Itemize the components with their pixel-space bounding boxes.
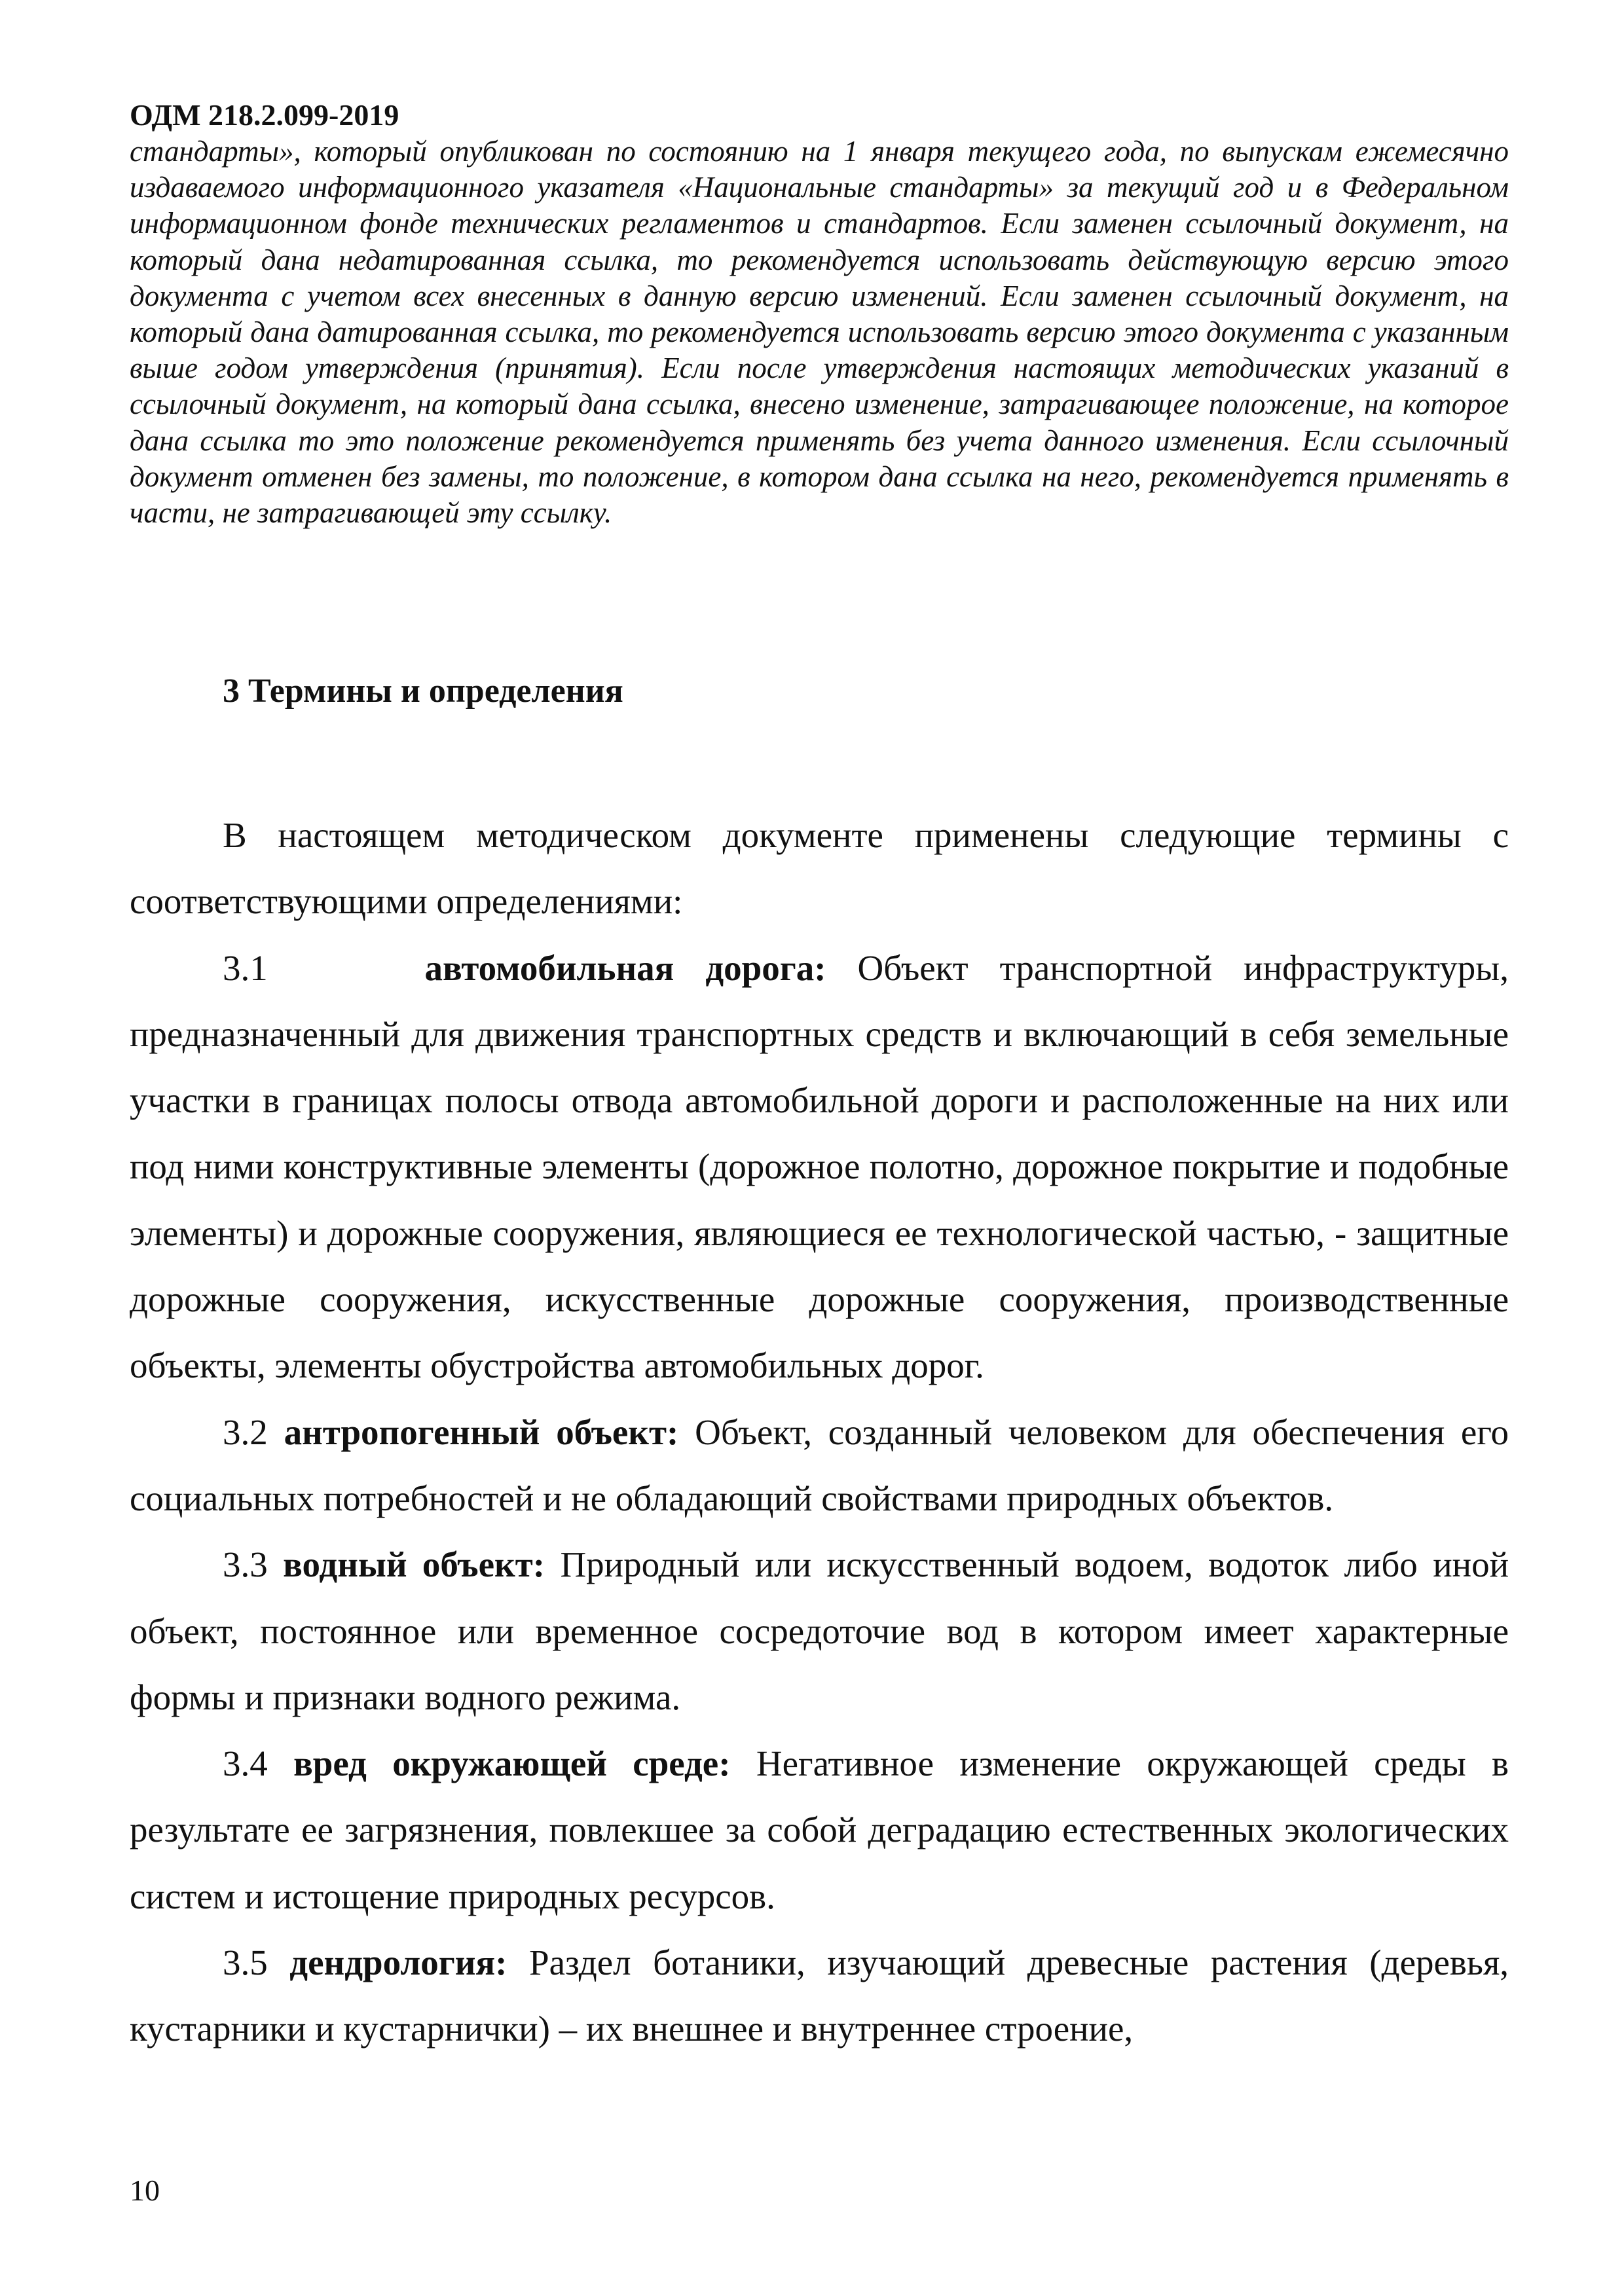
- terms-body: [130, 802, 1509, 2062]
- term-number: 3.5: [223, 1942, 268, 1983]
- document-code: ОДМ 218.2.099-2019: [130, 98, 399, 132]
- term-paragraph: [130, 935, 1509, 1399]
- term-name: автомобильная дорога:: [424, 947, 826, 988]
- term-name: водный объект:: [283, 1544, 545, 1585]
- term-number: 3.4: [223, 1743, 268, 1784]
- page-number: 10: [130, 2174, 160, 2207]
- term-paragraph: [130, 1399, 1509, 1532]
- term-paragraph: [130, 1730, 1509, 1929]
- term-definition: Природный или искусственный водоем, водоток либо иной объект, постоянное или временное сосредоточие вод в котором имеет характерные формы и признаки водного режима.: [130, 1544, 1509, 1717]
- term-paragraph: [130, 1531, 1509, 1730]
- term-definition: Негативное изменение окружающей среды в результате ее загрязнения, повлекшее за собой деградацию естественных экологических систем и истощение природных ресурсов.: [130, 1743, 1509, 1916]
- term-number: 3.1: [223, 947, 268, 988]
- term-name: вред окружающей среде:: [293, 1743, 731, 1784]
- term-definition: Раздел ботаники, изучающий древесные растения (деревья, кустарники и кустарнички) – их внешнее и внутреннее строение,: [130, 1942, 1509, 2049]
- intro-paragraph: В настоящем методическом документе применены следующие термины с соответствующими определениями:: [130, 815, 1509, 922]
- term-definition: Объект, созданный человеком для обеспечения его социальных потребностей и не обладающий свойствами природных объектов.: [130, 1412, 1509, 1518]
- term-name: дендрология:: [289, 1942, 507, 1983]
- section-title: 3 Термины и определения: [223, 672, 623, 710]
- term-paragraph: [130, 1929, 1509, 2062]
- term-number: 3.3: [223, 1544, 268, 1585]
- references-note: стандарты», который опубликован по состоянию на 1 января текущего года, по выпускам ежемесячно издаваемого информационного указателя «Национальные стандарты» за текущий год и в Федеральном информационном фонде технических регламентов и стандартов. Если заменен ссылочный документ, на который дана недатированная ссылка, то рекомендуется использовать действующую версию этого документа с учетом всех внесенных в данную версию изменений. Если заменен ссылочный документ, на который дана датированная ссылка, то рекомендуется использовать версию этого документа с указанным выше годом утверждения (принятия). Если после утверждения настоящих методических указаний в ссылочный документ, на который дана ссылка, внесено изменение, затрагивающее положение, на которое дана ссылка то это положение рекомендуется применять без учета данного изменения. Если ссылочный документ отменен без замены, то положение, в котором дана ссылка на него, рекомендуется применять в части, не затрагивающей эту ссылку.: [130, 135, 1509, 530]
- term-number: 3.2: [223, 1412, 268, 1452]
- term-definition: Объект транспортной инфраструктуры, предназначенный для движения транспортных средств и включающий в себя земельные участки в границах полосы отвода автомобильной дороги и расположенные на них или под ними конструктивные элементы (дорожное полотно, дорожное покрытие и подобные элементы) и дорожные сооружения, являющиеся ее технологической частью, - защитные дорожные сооружения, искусственные дорожные сооружения, производственные объекты, элементы обустройства автомобильных дорог.: [130, 947, 1509, 1386]
- term-name: антропогенный объект:: [284, 1412, 679, 1452]
